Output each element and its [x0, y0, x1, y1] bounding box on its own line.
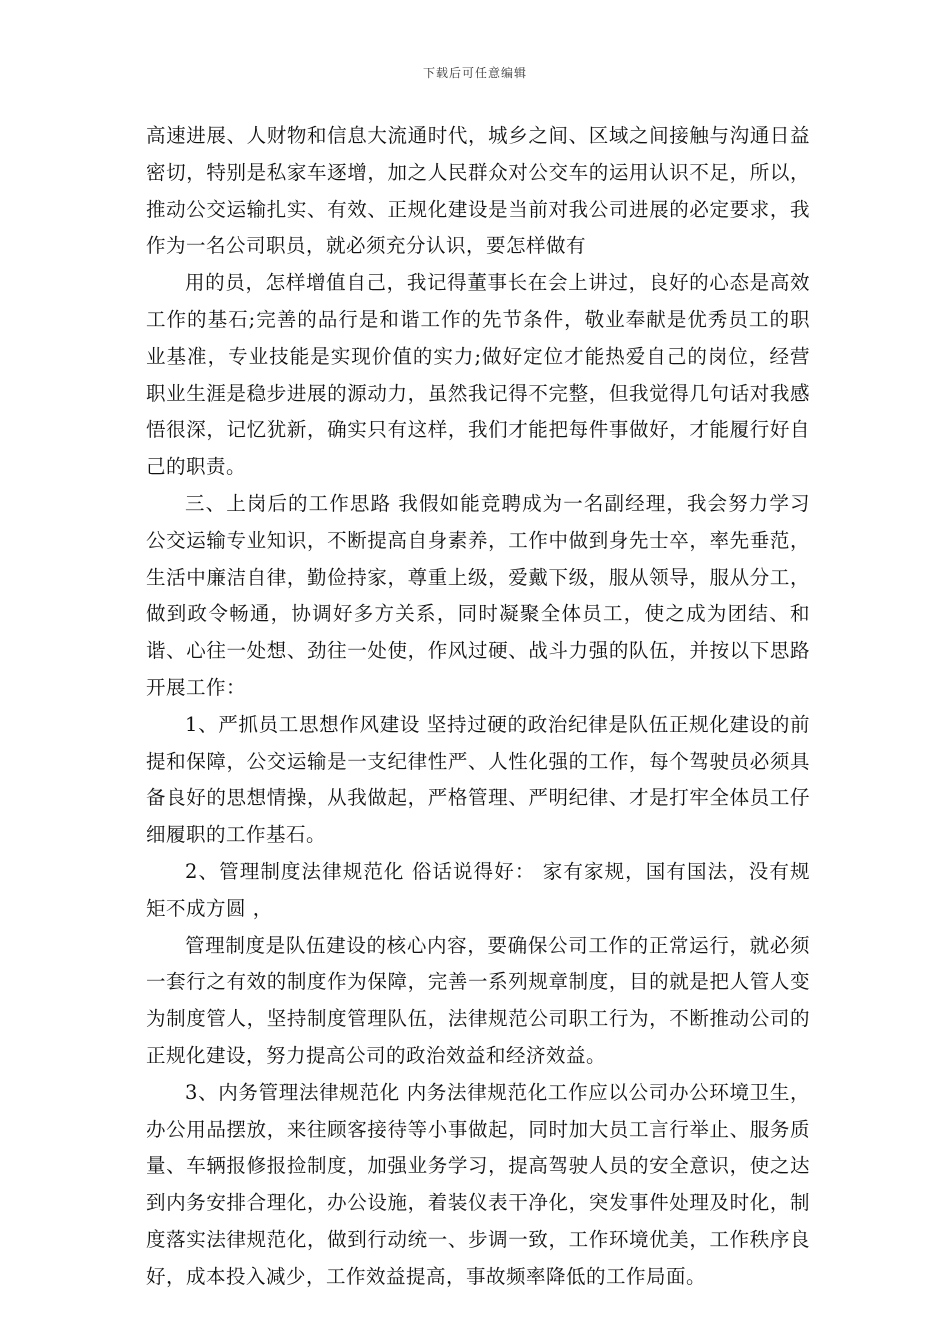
paragraph-5: 2、管理制度法律规范化 俗话说得好： 家有家规，国有国法，没有规矩不成方圆 ， [146, 859, 810, 920]
paragraph-1: 高速进展、人财物和信息大流通时代，城乡之间、区域之间接触与沟通日益密切，特别是私家车逐增，加之人民群众对公交车的运用认识不足，所以，推动公交运输扎实、有效、正规化建设是当前对我公司进展的必定要求，我作为一名公司职员，就必须充分认识，要怎样做有 [146, 124, 810, 258]
paragraph-3: 三、上岗后的工作思路 我假如能竞聘成为一名副经理，我会努力学习公交运输专业知识，不断提高自身素养，工作中做到身先士卒，率先垂范，生活中廉洁自律，勤俭持家，尊重上级，爱戴下级，服从领导，服从分工，做到政令畅通，协调好多方关系，同时凝聚全体员工，使之成为团结、和谐、心往一处想、劲往一处使，作风过硬、战斗力强的队伍，并按以下思路开展工作： [146, 491, 810, 699]
document-body [146, 118, 810, 1296]
paragraph-2: 用的员，怎样增值自己，我记得董事长在会上讲过，良好的心态是高效工作的基石;完善的品行是和谐工作的先节条件，敬业奉献是优秀员工的职业基准，专业技能是实现价值的实力;做好定位才能热爱自己的岗位，经营职业生涯是稳步进展的源动力，虽然我记得不完整，但我觉得几句话对我感悟很深，记忆犹新，确实只有这样，我们才能把每件事做好，才能履行好自己的职责。 [146, 271, 810, 479]
paragraph-4: 1、严抓员工思想作风建设 坚持过硬的政治纪律是队伍正规化建设的前提和保障，公交运输是一支纪律性严、人性化强的工作，每个驾驶员必须具备良好的思想情操，从我做起，严格管理、严明纪律、才是打牢全体员工仔细履职的工作基石。 [146, 712, 810, 847]
paragraph-7: 3、内务管理法律规范化 内务法律规范化工作应以公司办公环境卫生，办公用品摆放，来往顾客接待等小事做起，同时加大员工言行举止、服务质量、车辆报修报捡制度，加强业务学习，提高驾驶人员的安全意识，使之达到内务安排合理化，办公设施，着装仪表干净化，突发事件处理及时化，制度落实法律规范化，做到行动统一、步调一致，工作环境优美，工作秩序良好，成本投入减少，工作效益提高，事故频率降低的工作局面。 [146, 1080, 810, 1288]
paragraph-6: 管理制度是队伍建设的核心内容，要确保公司工作的正常运行，就必须一套行之有效的制度作为保障，完善一系列规章制度，目的就是把人管人变为制度管人，坚持制度管理队伍，法律规范公司职工行为，不断推动公司的正规化建设，努力提高公司的政治效益和经济效益。 [146, 933, 810, 1067]
header-note: 下载后可任意编辑 [422, 66, 527, 80]
